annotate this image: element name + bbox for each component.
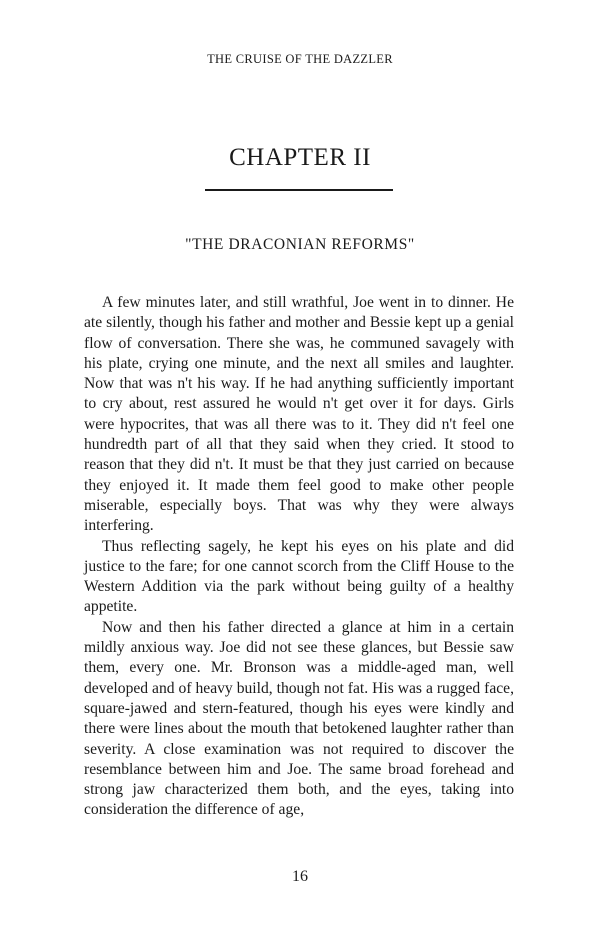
- paragraph: A few minutes later, and still wrathful, Joe went in to dinner. He ate silently, though his father and mother and Bessie kept up a genial flow of conversation. There she was, he communed savagely with his plate, crying one minute, and the next all smiles and laughter. Now that was n't his way. If he had anything sufficiently important to cry about, rest assured he would n't get over it for days. Girls were hypocrites, that was all there was to it. They did n't feel one hundredth part of all that they said when they cried. It stood to reason that they did n't. It must be that they just carried on because they enjoyed it. It made them feel good to make other people miserable, especially boys. That was why they were always interfering.: [84, 294, 514, 535]
- running-head: THE CRUISE OF THE DAZZLER: [207, 52, 393, 66]
- page-number: 16: [292, 868, 308, 885]
- chapter-title: CHAPTER II: [229, 144, 371, 171]
- chapter-subtitle: "THE DRACONIAN REFORMS": [185, 236, 415, 253]
- paragraph: Now and then his father directed a glance at him in a certain mildly anxious way. Joe did not see these glances, but Bessie saw them, every one. Mr. Bronson was a middle-aged man, well developed and of heavy build, though not fat. His was a rugged face, square-jawed and stern-featured, though his eyes were kindly and there were lines about the mouth that betokened laughter rather than severity. A close examination was not required to discover the resemblance between him and Joe. The same broad forehead and strong jaw characterized them both, and the eyes, taking into consideration the difference of age,: [84, 618, 514, 819]
- paragraph: Thus reflecting sagely, he kept his eyes on his plate and did justice to the fare; for one cannot scorch from the Cliff House to the Western Addition via the park without being guilty of a healthy appetite.: [84, 537, 514, 616]
- body-text: [84, 293, 514, 821]
- chapter-divider: [205, 189, 393, 191]
